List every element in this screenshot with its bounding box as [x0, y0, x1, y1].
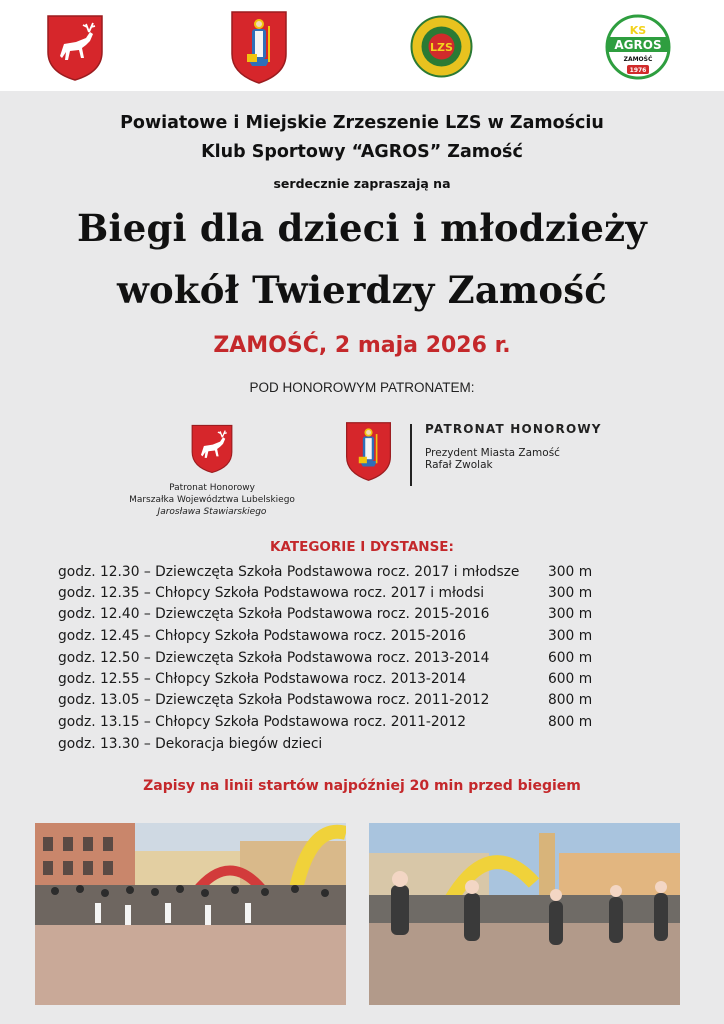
schedule-row [58, 692, 618, 714]
organizer-line-2: Klub Sportowy “AGROS” Zamość [201, 142, 523, 162]
schedule-row [58, 628, 618, 650]
patron-left-line-2: Marszałka Województwa Lubelskiego [129, 495, 295, 505]
schedule-row-text: godz. 12.55 – Chłopcy Szkoła Podstawowa rocz. 2013-2014 [58, 671, 467, 687]
schedule-row-distance: 300 m [548, 564, 593, 580]
organizer-line-1: Powiatowe i Miejskie Zrzeszenie LZS w Zamościu [120, 113, 604, 133]
categories-heading: KATEGORIE I DYSTANSE: [270, 539, 454, 555]
schedule-row [58, 650, 618, 672]
schedule-row-text: godz. 12.50 – Dziewczęta Szkoła Podstawowa rocz. 2013-2014 [58, 650, 490, 666]
patron-left-line-1: Patronat Honorowy [169, 483, 255, 493]
event-date: ZAMOŚĆ, 2 maja 2026 r. [213, 333, 511, 358]
patron-left-line-3: Jarosława Stawiarskiego [157, 507, 267, 517]
patronage-heading: POD HONOROWYM PATRONATEM: [249, 380, 475, 395]
patron-divider [410, 424, 412, 486]
lublin-region-coat-of-arms-icon [46, 14, 104, 82]
schedule-row-distance: 600 m [548, 671, 593, 687]
event-title-line-1: Biegi dla dzieci i młodzieży [77, 206, 647, 250]
patron-right-label: PATRONAT HONOROWY [425, 422, 602, 436]
schedule-row-distance: 800 m [548, 692, 593, 708]
schedule-row-text: godz. 13.15 – Chłopcy Szkoła Podstawowa rocz. 2011-2012 [58, 714, 467, 730]
logo-bar [0, 0, 724, 91]
patron-right-text [425, 447, 560, 471]
schedule-row [58, 585, 618, 607]
lublin-region-coat-of-arms-icon [190, 424, 234, 474]
ks-agros-logo-icon [604, 14, 672, 80]
svg-text:1976: 1976 [629, 67, 647, 74]
schedule-row-text: godz. 12.35 – Chłopcy Szkoła Podstawowa rocz. 2017 i młodsi [58, 585, 485, 601]
schedule-row-distance: 300 m [548, 606, 593, 622]
schedule-row-distance: 300 m [548, 585, 593, 601]
patron-right-line-1: Prezydent Miasta Zamość [425, 447, 560, 459]
event-title-line-2: wokół Twierdzy Zamość [116, 268, 607, 312]
schedule-row-text: godz. 12.45 – Chłopcy Szkoła Podstawowa rocz. 2015-2016 [58, 628, 467, 644]
registration-note: Zapisy na linii startów najpóźniej 20 min przed biegiem [143, 778, 581, 794]
svg-text:KS: KS [629, 24, 647, 37]
zamosc-city-coat-of-arms-icon [230, 10, 288, 85]
schedule-row [58, 671, 618, 693]
lzs-association-emblem-icon [410, 15, 473, 78]
invitation-text: serdecznie zapraszają na [273, 176, 451, 191]
race-photo-left [35, 823, 346, 1005]
schedule-row-distance: 800 m [548, 714, 593, 730]
race-photo-right [369, 823, 680, 1005]
schedule-row-text: godz. 13.05 – Dziewczęta Szkoła Podstawowa rocz. 2011-2012 [58, 692, 490, 708]
svg-text:LZS: LZS [430, 41, 453, 54]
svg-text:AGROS: AGROS [614, 38, 662, 52]
zamosc-city-coat-of-arms-icon [345, 421, 392, 482]
schedule-row [58, 564, 618, 586]
schedule-row [58, 714, 618, 736]
patron-left-text [110, 482, 314, 518]
schedule-row-text: godz. 13.30 – Dekoracja biegów dzieci [58, 736, 323, 752]
schedule-row-text: godz. 12.40 – Dziewczęta Szkoła Podstawowa rocz. 2015-2016 [58, 606, 490, 622]
svg-text:ZAMOŚĆ: ZAMOŚĆ [623, 56, 653, 63]
schedule-row [58, 736, 618, 758]
schedule-row [58, 606, 618, 628]
schedule-row-distance: 600 m [548, 650, 593, 666]
schedule-row-distance: 300 m [548, 628, 593, 644]
patron-right-line-2: Rafał Zwolak [425, 459, 493, 471]
schedule-row-text: godz. 12.30 – Dziewczęta Szkoła Podstawowa rocz. 2017 i młodsze [58, 564, 520, 580]
